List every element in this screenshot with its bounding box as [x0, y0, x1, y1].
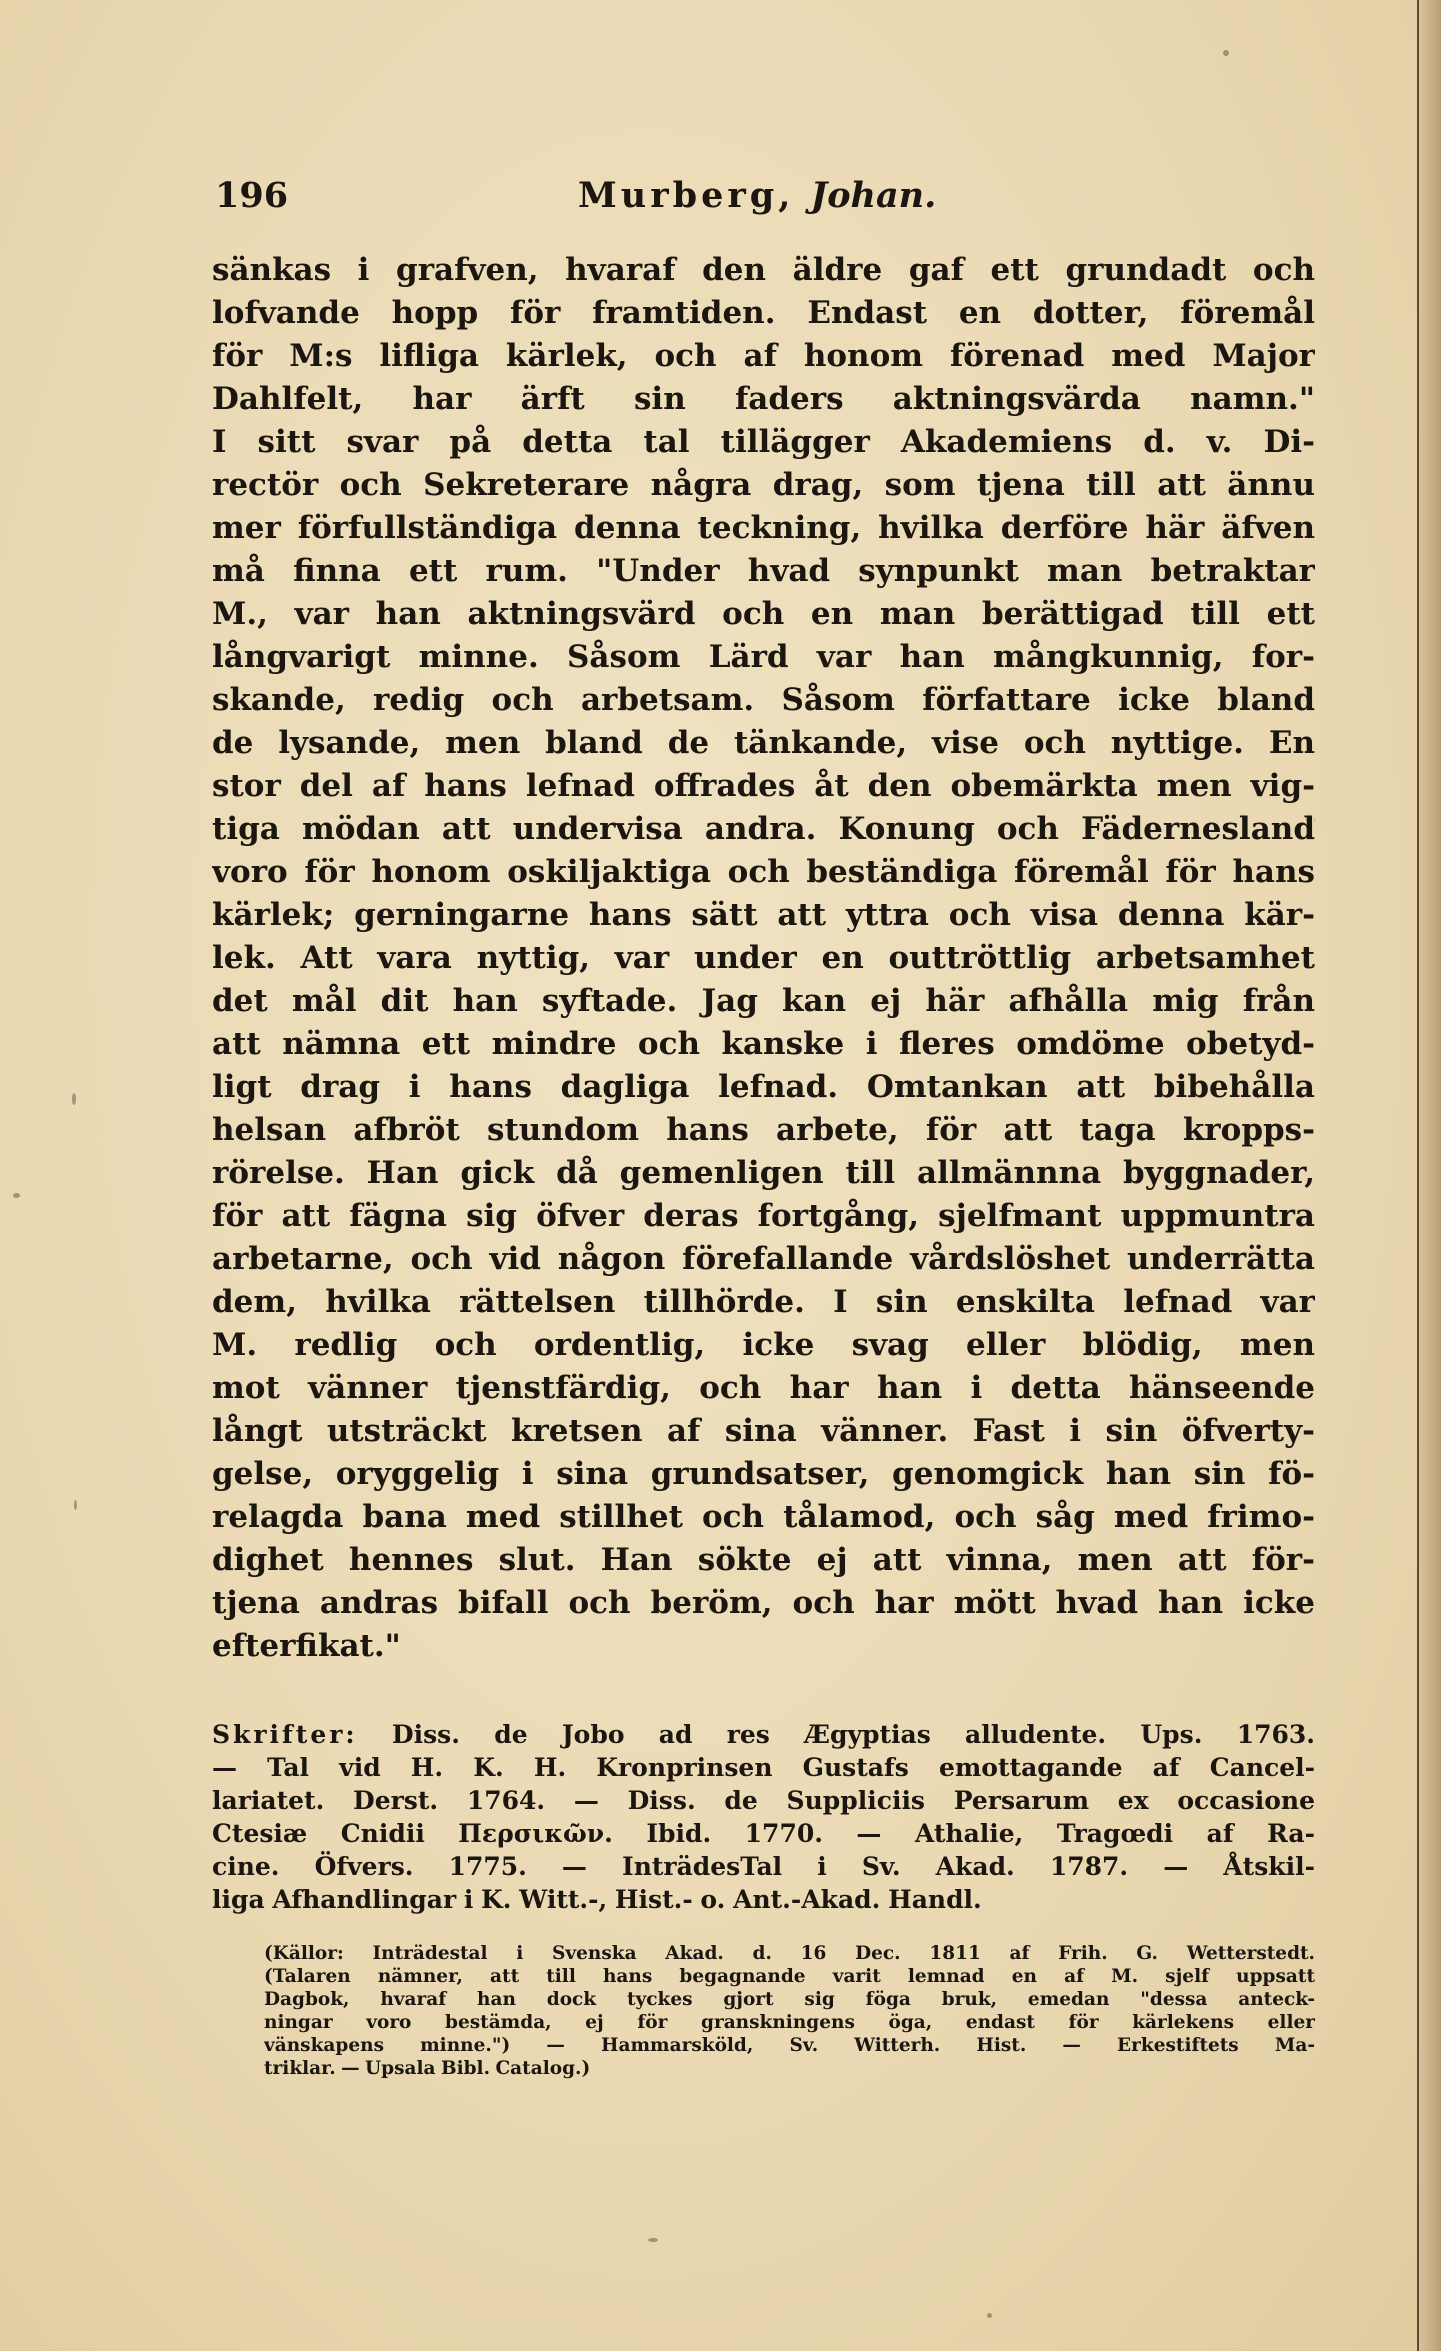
body-text-line: tiga mödan att undervisa andra. Konung och Fäderneslanď	[212, 811, 1315, 847]
main-text	[212, 249, 1315, 1668]
body-text-line: M. redlig och ordentlig, icke svag eller blödig, men	[212, 1327, 1315, 1363]
body-text-line: I sitt svar på detta tal tillägger Akademiens d. v. Di-	[212, 424, 1315, 460]
body-text-line: må finna ett rum. "Under hvad synpunkt man betraktar	[212, 553, 1315, 589]
body-text-line: mot vänner tjenstfärdig, och har han i detta hänseende	[212, 1370, 1315, 1406]
page-header	[215, 175, 1315, 225]
body-text-line: för att fägna sig öfver deras fortgång, sjelfmant uppmuntra	[212, 1198, 1315, 1234]
body-text-line: kärlek; gerningarne hans sätt att yttra och visa denna kär-	[212, 897, 1315, 933]
sources-line: Dagbok, hvaraf han dock tyckes gjort sig föga bruk, emedan "dessa anteck-	[264, 1989, 1315, 2010]
works-line: cine. Öfvers. 1775. — InträdesTal i Sv. Akad. 1787. — Åtskil-	[212, 1852, 1315, 1881]
running-head-name: Johan.	[810, 175, 937, 216]
body-text-line: relagda bana med stillhet och tålamod, och såg med frimo-	[212, 1499, 1315, 1535]
body-text-line: gelse, oryggelig i sina grundsatser, genomgick han sin fö-	[212, 1456, 1315, 1492]
sources-line: (Talaren nämner, att till hans begagnande varit lemnad en af M. sjelf uppsatt	[264, 1966, 1315, 1987]
body-text-line: efterfikat."	[212, 1628, 401, 1664]
body-text-line: att nämna ett mindre och kanske i fleres omdöme obetyd-	[212, 1026, 1315, 1062]
works-line: liga Afhandlingar i K. Witt.-, Hist.- o. Ant.-Akad. Handl.	[212, 1885, 982, 1914]
body-text-line: arbetarne, och vid någon förefallande vårdslöshet underrätta	[212, 1241, 1315, 1277]
page-number: 196	[215, 175, 289, 216]
works-line	[212, 1718, 1315, 1751]
body-text-line: för M:s lifliga kärlek, och af honom förenad med Major	[212, 338, 1315, 374]
body-text-line: skande, redig och arbetsam. Såsom författare icke bland	[212, 682, 1315, 718]
body-text-line: voro för honom oskiljaktiga och beständiga föremål för hans	[212, 854, 1315, 890]
works-label: Skrifter:	[212, 1720, 358, 1749]
body-text-line: tjena andras bifall och beröm, och har mött hvad han icke	[212, 1585, 1315, 1621]
body-text-line: lofvande hopp för framtiden. Endast en dotter, föremål	[212, 295, 1315, 331]
paper-speck	[987, 2313, 992, 2318]
body-text-line: långt utsträckt kretsen af sina vänner. Fast i sin öfverty-	[212, 1413, 1315, 1449]
page-edge	[1417, 0, 1441, 2351]
body-text-line: lek. Att vara nyttig, var under en outtröttlig arbetsamhet	[212, 940, 1315, 976]
works-line: Ctesiæ Cnidii Περσικῶν. Ibid. 1770. — Athalie, Tragœdi af Ra-	[212, 1819, 1315, 1848]
paper-speck	[1223, 50, 1229, 56]
body-text-line: rörelse. Han gick då gemenligen till allmännna byggnader,	[212, 1155, 1315, 1191]
body-text-line: dem, hvilka rättelsen tillhörde. I sin enskilta lefnad var	[212, 1284, 1315, 1320]
body-text-line: rectör och Sekreterare några drag, som tjena till att ännu	[212, 467, 1315, 503]
body-text-line: M., var han aktningsvärd och en man berättigad till ett	[212, 596, 1315, 632]
body-text-line: stor del af hans lefnad offrades åt den obemärkta men vig-	[212, 768, 1315, 804]
body-text-line: de lysande, men bland de tänkande, vise och nyttige. En	[212, 725, 1315, 761]
works-line: lariatet. Derst. 1764. — Diss. de Suppliciis Persarum ex occasione	[212, 1786, 1315, 1815]
body-text-line: mer förfullständiga denna teckning, hvilka derföre här äfven	[212, 510, 1315, 546]
body-text-line: helsan afbröt stundom hans arbete, för att taga kropps-	[212, 1112, 1315, 1148]
paper-speck	[13, 1193, 20, 1198]
running-head-surname: Murberg,	[578, 175, 795, 216]
body-text-line: Dahlfelt, har ärft sin faders aktningsvärda namn."	[212, 381, 1315, 417]
sources-line: vänskapens minne.") — Hammarsköld, Sv. Witterh. Hist. — Erkestiftets Ma-	[264, 2035, 1315, 2056]
body-text-line: dighet hennes slut. Han sökte ej att vinna, men att för-	[212, 1542, 1315, 1578]
works-line: — Tal vid H. K. H. Kronprinsen Gustafs emottagande af Cancel-	[212, 1753, 1315, 1782]
sources-note	[264, 1942, 1315, 2080]
works-first-line-text: Diss. de Jobo ad res Ægyptias alludente. Ups. 1763.	[391, 1720, 1315, 1749]
running-head	[578, 175, 936, 216]
sources-line: ningar voro bestämda, ej för granskningens öga, endast för kärlekens eller	[264, 2012, 1315, 2033]
sources-line: (Källor: Inträdestal i Svenska Akad. d. 16 Dec. 1811 af Frih. G. Wetterstedt.	[264, 1943, 1315, 1964]
paper-speck	[74, 1500, 77, 1510]
paper-speck	[648, 2238, 658, 2242]
works-list	[212, 1718, 1315, 1916]
body-text-line: ligt drag i hans dagliga lefnad. Omtankan att bibehålla	[212, 1069, 1315, 1105]
sources-line: triklar. — Upsala Bibl. Catalog.)	[264, 2058, 591, 2079]
body-text-line: sänkas i grafven, hvaraf den äldre gaf ett grundadt och	[212, 252, 1315, 288]
body-text-line: det mål dit han syftade. Jag kan ej här afhålla mig från	[212, 983, 1315, 1019]
paper-speck	[72, 1093, 76, 1105]
body-text-line: långvarigt minne. Såsom Lärd var han mångkunnig, for-	[212, 639, 1315, 675]
